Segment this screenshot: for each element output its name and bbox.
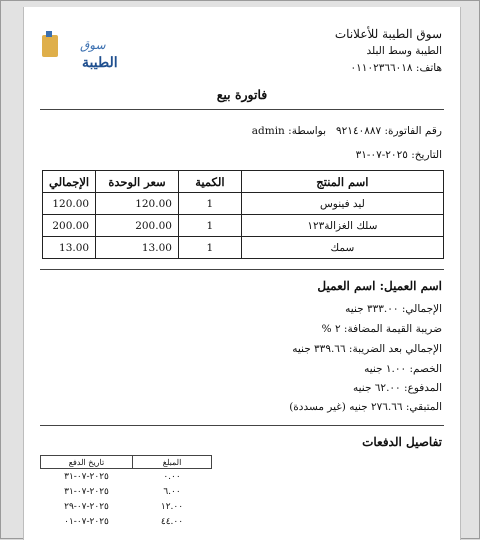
invoice-date-line bbox=[356, 149, 442, 161]
item-name: سلك الغزالة١٢٣ bbox=[241, 215, 443, 237]
logo-text-top: سوق bbox=[80, 38, 106, 52]
item-unit-price: 120.00 bbox=[96, 193, 179, 215]
col-unit-price: سعر الوحدة bbox=[96, 171, 179, 193]
col-product-name: اسم المنتج bbox=[241, 171, 443, 193]
item-name: ليد فينوس bbox=[241, 193, 443, 215]
shop-logo-icon bbox=[40, 29, 118, 73]
item-qty: 1 bbox=[178, 215, 241, 237]
item-total: 13.00 bbox=[43, 237, 96, 259]
shop-address: الطيبة وسط البلد bbox=[366, 45, 442, 57]
divider bbox=[40, 425, 444, 426]
table-row bbox=[43, 215, 444, 237]
invoice-date: ٢٠٢٥-٠٧-٣١ bbox=[355, 149, 408, 161]
phone-label: هاتف: bbox=[415, 62, 442, 74]
item-unit-price: 200.00 bbox=[96, 215, 179, 237]
col-quantity: الكمية bbox=[178, 171, 241, 193]
item-qty: 1 bbox=[178, 193, 241, 215]
col-payment-date: تاريخ الدفع bbox=[41, 456, 133, 469]
item-qty: 1 bbox=[178, 237, 241, 259]
item-total: 120.00 bbox=[43, 193, 96, 215]
table-row bbox=[43, 237, 444, 259]
summary-vat: ضريبة القيمة المضافة: ٢ % bbox=[321, 323, 442, 335]
table-row bbox=[41, 484, 212, 499]
invoice-number-label: رقم الفاتورة: bbox=[384, 125, 442, 137]
phone-number: ٠١١٠٢٣٦٦٠١٨ bbox=[350, 62, 413, 74]
invoice-number: ٩٢١٤٠٨٨٧ bbox=[336, 125, 382, 137]
payments-heading: تفاصيل الدفعات bbox=[362, 435, 442, 449]
table-row bbox=[43, 193, 444, 215]
shop-name: سوق الطيبة للأعلانات bbox=[334, 27, 442, 41]
summary-total-after-tax: الإجمالي بعد الضريبة: ٣٣٩.٦٦ جنيه bbox=[292, 343, 442, 355]
divider bbox=[40, 109, 444, 110]
payment-amount: ٠.٠٠ bbox=[163, 471, 181, 482]
payments-header-row bbox=[41, 456, 212, 469]
invoice-by-label: بواسطة: bbox=[288, 125, 327, 137]
invoice-by: admin bbox=[251, 125, 285, 137]
item-total: 200.00 bbox=[43, 215, 96, 237]
logo-text-bottom: الطيبة bbox=[82, 55, 118, 71]
items-table bbox=[42, 170, 444, 259]
col-total: الإجمالي bbox=[43, 171, 96, 193]
payment-amount: ٦.٠٠ bbox=[163, 486, 181, 497]
item-name: سمك bbox=[241, 237, 443, 259]
table-row bbox=[41, 514, 212, 529]
table-row bbox=[41, 469, 212, 485]
invoice-date-label: التاريخ: bbox=[411, 149, 442, 161]
customer-name-heading: اسم العميل: اسم العميل bbox=[317, 279, 442, 293]
payment-date: ٢٠٢٥-٠٧-٣١ bbox=[64, 471, 109, 482]
payment-date: ٢٠٢٥-٠٧-٣١ bbox=[64, 486, 109, 497]
invoice-number-line bbox=[252, 125, 442, 137]
payment-amount: ١٢.٠٠ bbox=[160, 501, 184, 512]
item-unit-price: 13.00 bbox=[96, 237, 179, 259]
summary-remaining: المتبقي: ٢٧٦.٦٦ جنيه (غير مسددة) bbox=[289, 401, 442, 413]
payment-date: ٢٠٢٥-٠٧-٢٩ bbox=[64, 501, 109, 512]
table-row bbox=[41, 499, 212, 514]
summary-paid: المدفوع: ٦٢.٠٠ جنيه bbox=[353, 382, 442, 394]
summary-total: الإجمالي: ٣٣٣.٠٠ جنيه bbox=[345, 303, 442, 315]
summary-discount: الخصم: ١.٠٠ جنيه bbox=[364, 363, 442, 375]
payment-date: ٢٠٢٥-٠٧-٠١ bbox=[64, 516, 109, 527]
shop-phone bbox=[351, 62, 442, 74]
items-header-row bbox=[43, 171, 444, 193]
payment-amount: ٤٤.٠٠ bbox=[160, 516, 184, 527]
invoice-title: فاتورة بيع bbox=[216, 87, 268, 102]
payments-table bbox=[40, 455, 212, 529]
shop-logo bbox=[40, 29, 118, 73]
invoice-page bbox=[23, 7, 461, 540]
col-amount: المبلغ bbox=[133, 456, 212, 469]
divider bbox=[40, 269, 444, 270]
